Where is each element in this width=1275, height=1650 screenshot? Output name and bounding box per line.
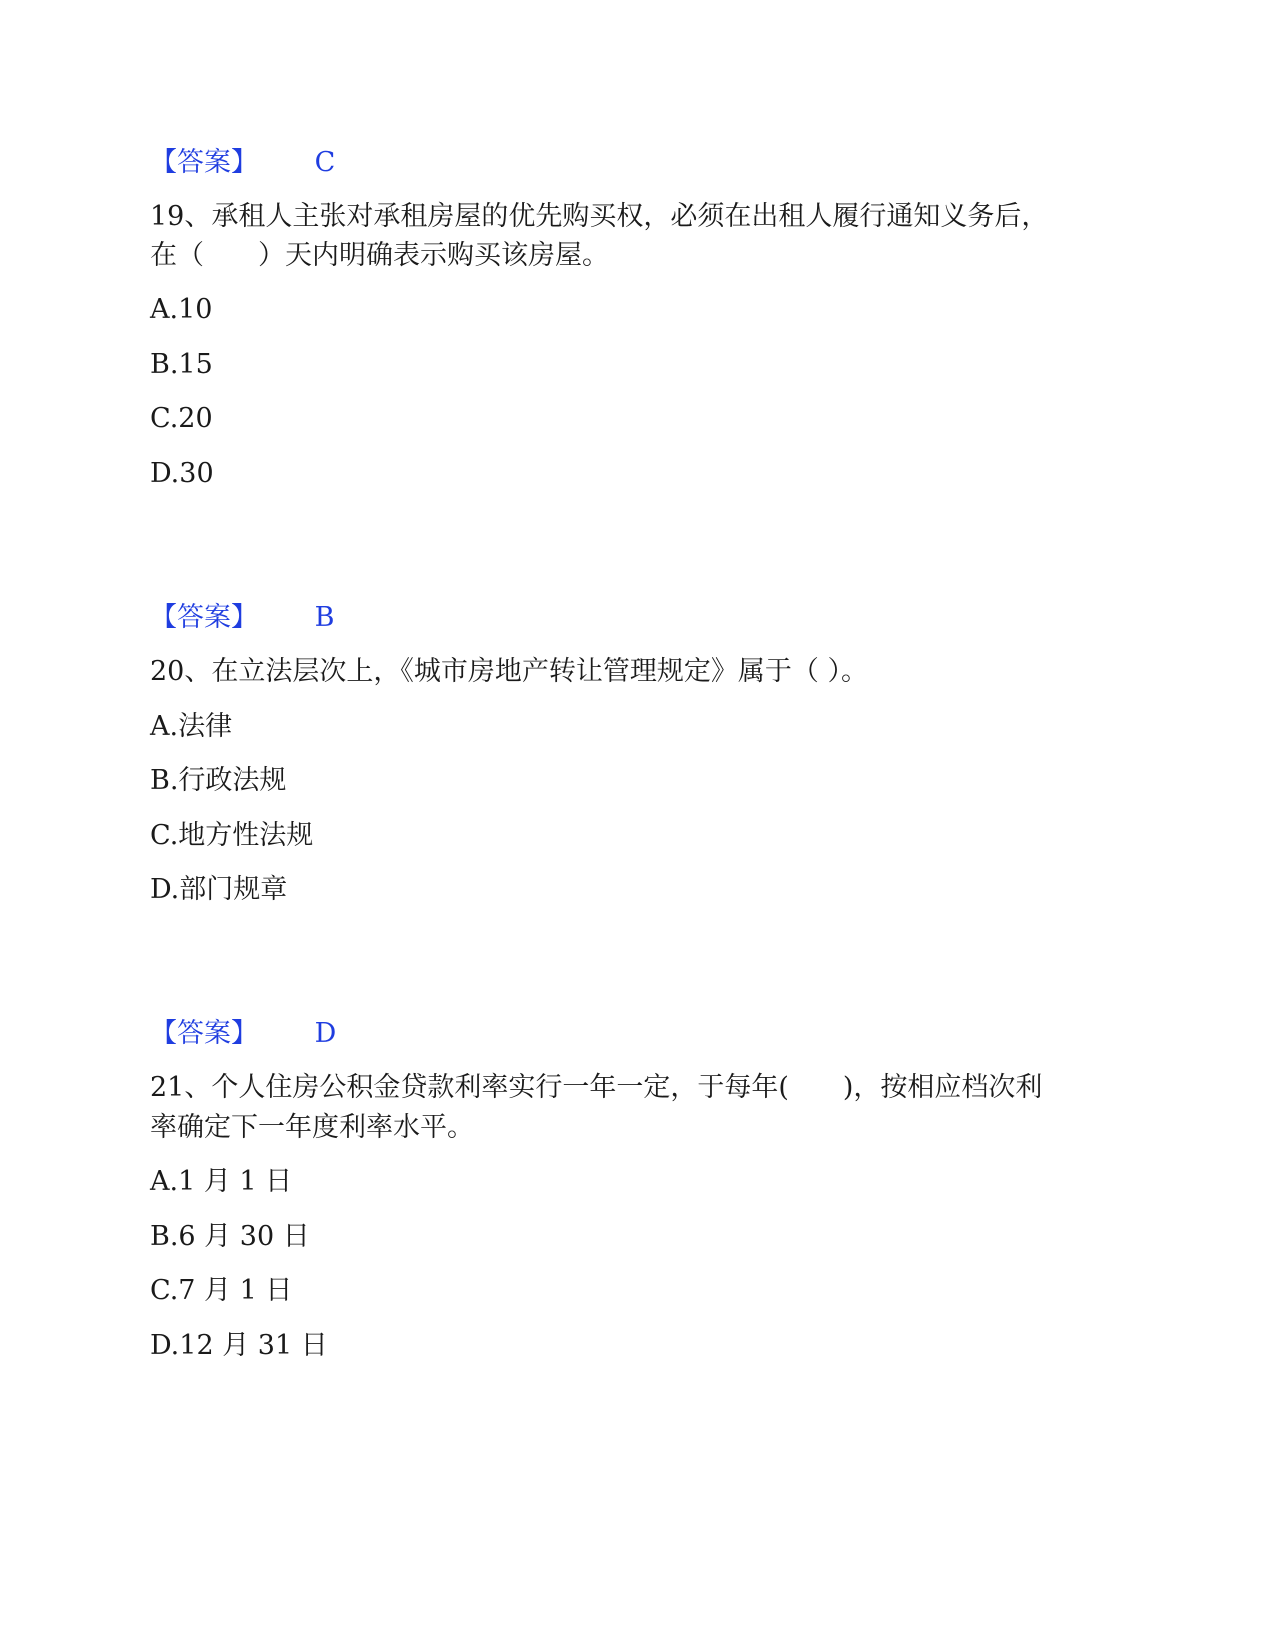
option-d: D.部门规章 xyxy=(150,874,288,905)
option-a: A.10 xyxy=(150,294,213,325)
question-text-line: 在（ ）天内明确表示购买该房屋。 xyxy=(150,240,609,271)
option-b: B.行政法规 xyxy=(150,765,287,796)
answer-label: 【答案】 xyxy=(150,147,258,178)
option-c: C.20 xyxy=(150,403,213,434)
option-b: B.6 月 30 日 xyxy=(150,1221,310,1252)
answer-value: C xyxy=(314,147,336,178)
option-b: B.15 xyxy=(150,349,213,380)
answer-line xyxy=(150,598,334,638)
question-text-line: 20、在立法层次上，《城市房地产转让管理规定》属于（ ）。 xyxy=(150,656,868,687)
option-a: A.法律 xyxy=(150,711,233,742)
answer-value: D xyxy=(314,1018,337,1049)
option-c: C.地方性法规 xyxy=(150,820,314,851)
answer-line xyxy=(150,1014,336,1054)
option-d: D.12 月 31 日 xyxy=(150,1330,328,1361)
answer-value: B xyxy=(314,602,335,633)
option-a: A.1 月 1 日 xyxy=(150,1166,293,1197)
answer-line xyxy=(150,143,335,183)
answer-label: 【答案】 xyxy=(150,1018,258,1049)
question-text-line: 19、承租人主张对承租房屋的优先购买权，必须在出租人履行通知义务后， xyxy=(150,201,1049,232)
question-text-line: 21、个人住房公积金贷款利率实行一年一定，于每年( )，按相应档次利 xyxy=(150,1072,1043,1103)
option-d: D.30 xyxy=(150,458,214,489)
answer-label: 【答案】 xyxy=(150,602,258,633)
option-c: C.7 月 1 日 xyxy=(150,1275,293,1306)
question-text-line: 率确定下一年度利率水平。 xyxy=(150,1112,474,1143)
